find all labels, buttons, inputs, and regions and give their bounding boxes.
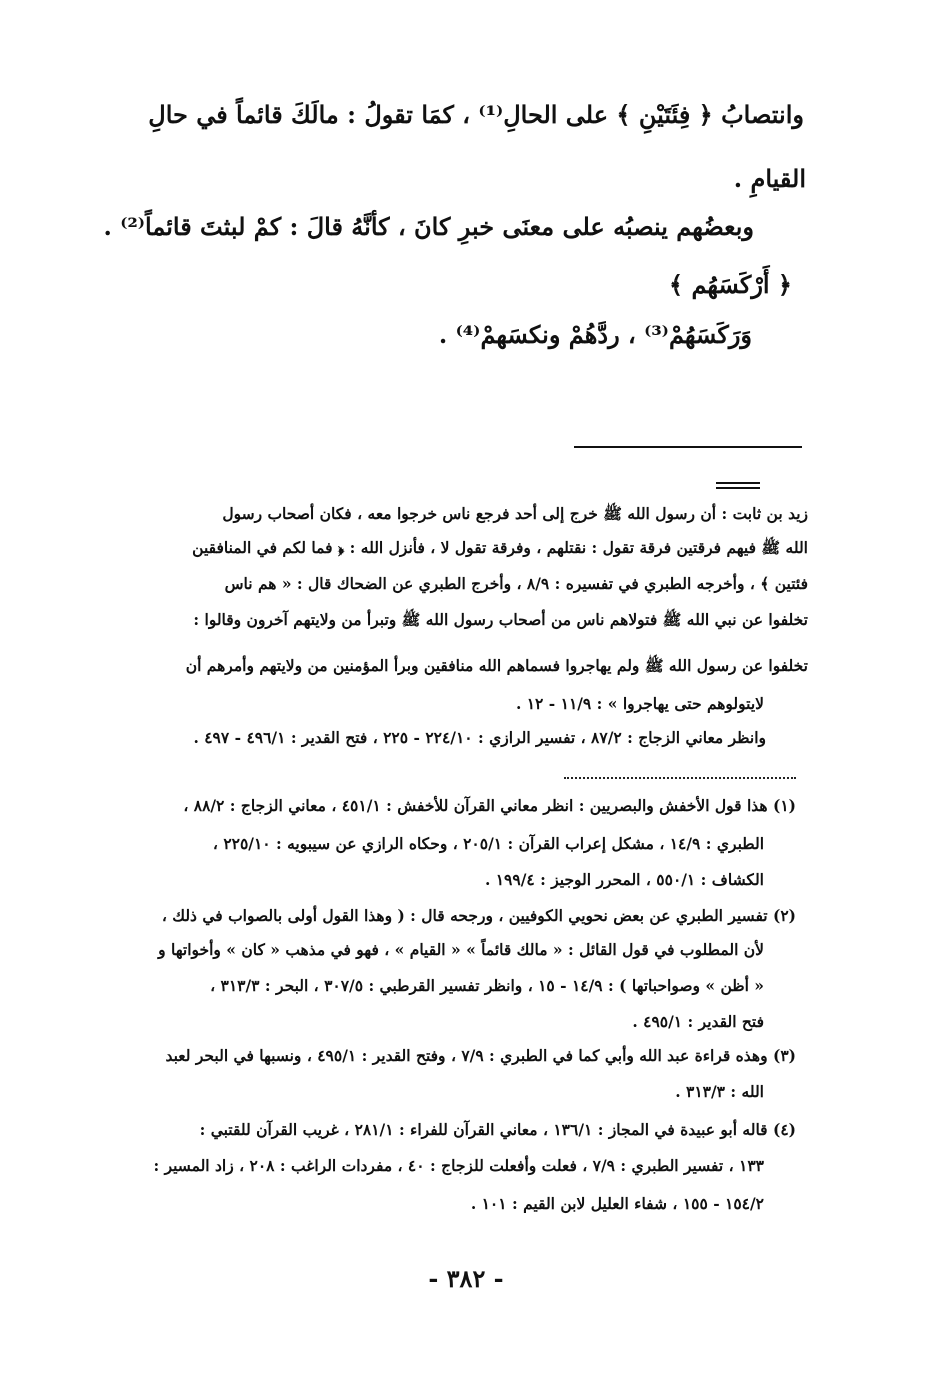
quran-word: ﴿ أَرْكَسَهُم ﴾ [669,270,792,299]
footnote-1-line: الطبري : ١٤/٩ ، مشكل إعراب القرآن : ٢٠٥/١ ، وحكاه الرازي عن سيبويه : ٢٢٥/١٠ ، [212,834,764,853]
footnote-continuation-line: تخلفوا عن نبي الله ﷺ فتولاهم ناس من أصحاب رسول الله ﷺ وتبرأ من ولايتهم آخرون وقالوا : [193,610,808,629]
footnote-4-line: ١٣٣ ، تفسير الطبري : ٧/٩ ، فعلت وأفعلت للزجاج : ٤٠ ، مفردات الراغب : ٢٠٨ ، زاد المسير : [153,1156,764,1175]
double-rule-mark [716,487,760,489]
footnote-continuation-line: لايتولوهم حتى يهاجروا » : ١١/٩ - ١٢ . [515,694,764,713]
footnote-4-line: (٤) قاله أبو عبيدة في المجاز : ١٣٦/١ ، معاني القرآن للفراء : ٢٨١/١ ، غريب القرآن للقتبي : [199,1120,796,1139]
footnote-2-line: (٢) تفسير الطبري عن بعض نحويي الكوفيين ، ورجحه قال : ( وهذا القول أولى بالصواب في ذلك ، [161,906,796,925]
footnote-2-line: « أظن » وصواحباتها ) : ١٤/٩ - ١٥ ، وانظر تفسير القرطبي : ٣٠٧/٥ ، البحر : ٣١٣/٣ ، [210,976,764,995]
main-text-line: وانتصابُ ﴿ فِئَتَيْنِ ﴾ على الحالِ⁽¹⁾ ، كمَا تقولُ : مالَكَ قائماً في حالِ [148,100,804,129]
footnote-1-line: (١) هذا قول الأخفش والبصريين : انظر معاني القرآن للأخفش : ٤٥١/١ ، معاني الزجاج : ٨٨/٢ ، [183,796,796,815]
footnote-3-line: الله : ٣١٣/٣ . [675,1082,764,1101]
footnote-separator [574,446,802,448]
footnote-4-line: ١٥٤/٢ - ١٥٥ ، شفاء العليل لابن القيم : ١٠١ . [470,1194,764,1213]
main-text-line: القيامِ . [733,164,806,193]
footnote-continuation-line: وانظر معاني الزجاج : ٨٧/٢ ، تفسير الرازي : ٢٢٤/١٠ - ٢٢٥ ، فتح القدير : ٤٩٦/١ - ٤٩٧ . [193,728,766,747]
footnote-divider [564,777,796,779]
double-rule-mark [716,482,760,484]
footnote-continuation-line: زيد بن ثابت : أن رسول الله ﷺ خرج إلى أحد فرجع ناس خرجوا معه ، فكان أصحاب رسول [222,504,808,523]
footnote-1-line: الكشاف : ٥٥٠/١ ، المحرر الوجيز : ١٩٩/٤ . [484,870,764,889]
footnote-2-line: لأن المطلوب في قول القائل : « مالك قائماً » « القيام » ، فهو في مذهب « كان » وأخواتها و [158,940,764,959]
footnote-continuation-line: تخلفوا عن رسول الله ﷺ ولم يهاجروا فسماهم الله منافقين وبرأ المؤمنين من ولايتهم وأمرهم أن [185,656,808,675]
main-text-line: وَرَكَسَهُمْ⁽³⁾ ، ردَّهُمْ ونكسَهمْ⁽⁴⁾ . [438,320,752,349]
footnote-continuation-line: فئتين ﴾ ، وأخرجه الطبري في تفسيره : ٨/٩ ، وأخرج الطبري عن الضحاك قال : « هم ناس [224,574,808,593]
main-text-line: وبعضُهم ينصبُه على معنَى خبرِ كانَ ، كأنَّهُ قالَ : كمْ لبثتَ قائماً⁽²⁾ . [103,212,754,241]
footnote-2-line: فتح القدير : ٤٩٥/١ . [632,1012,764,1031]
footnote-3-line: (٣) وهذه قراءة عبد الله وأبي كما في الطبري : ٧/٩ ، وفتح القدير : ٤٩٥/١ ، ونسبها في البحر لعبد [165,1046,796,1065]
footnote-continuation-line: الله ﷺ فيهم فرقتين فرقة تقول : نقتلهم ، وفرقة تقول لا ، فأنزل الله : ﴿ فما لكم في المنافقين [192,538,808,557]
page-number: - ٣٨٢ - [428,1264,504,1293]
